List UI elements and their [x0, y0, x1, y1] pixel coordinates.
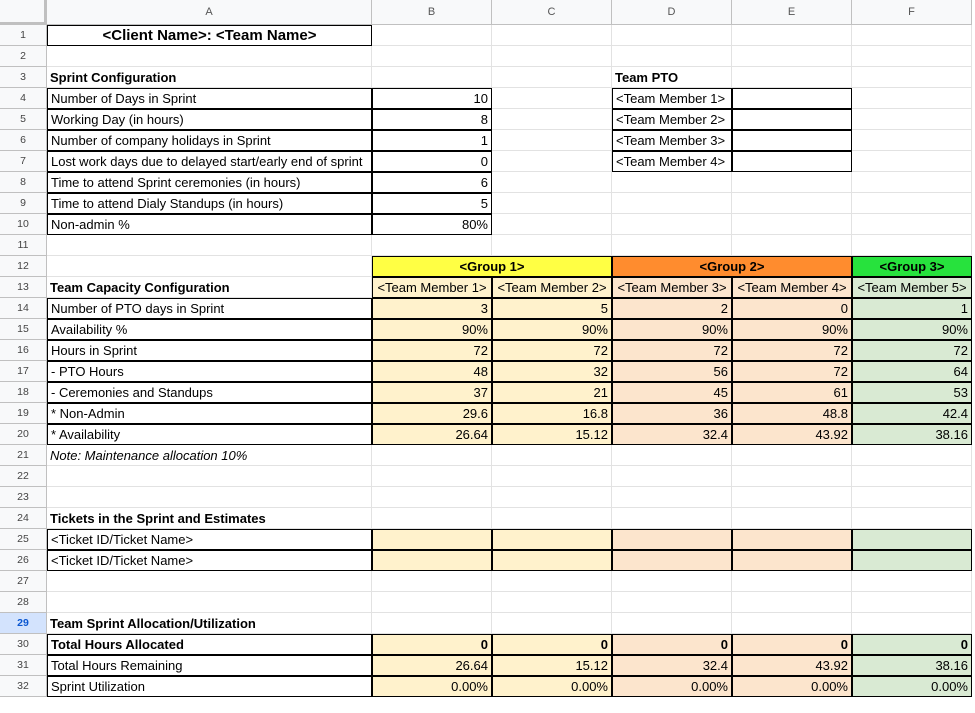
grid-cell[interactable] [612, 445, 732, 466]
row-header-17[interactable]: 17 [0, 361, 47, 382]
grid-cell[interactable] [47, 466, 372, 487]
team-pto-heading[interactable]: Team PTO [612, 67, 732, 88]
capacity-value[interactable]: 90% [852, 319, 972, 340]
allocation-row-label[interactable]: Total Hours Allocated [47, 634, 372, 655]
capacity-value[interactable]: 90% [372, 319, 492, 340]
grid-cell[interactable] [372, 67, 492, 88]
capacity-value[interactable]: 32.4 [612, 424, 732, 445]
row-header-26[interactable]: 26 [0, 550, 47, 571]
capacity-row-label[interactable]: Hours in Sprint [47, 340, 372, 361]
ticket-estimate[interactable] [852, 529, 972, 550]
ticket-estimate[interactable] [612, 550, 732, 571]
tickets-heading[interactable]: Tickets in the Sprint and Estimates [47, 508, 372, 529]
sprint-config-label[interactable]: Number of company holidays in Sprint [47, 130, 372, 151]
capacity-row-label[interactable]: - PTO Hours [47, 361, 372, 382]
grid-cell[interactable] [852, 592, 972, 613]
row-header-32[interactable]: 32 [0, 676, 47, 697]
team-pto-value[interactable] [732, 88, 852, 109]
row-header-27[interactable]: 27 [0, 571, 47, 592]
capacity-heading[interactable]: Team Capacity Configuration [47, 277, 372, 298]
team-pto-value[interactable] [732, 130, 852, 151]
row-header-19[interactable]: 19 [0, 403, 47, 424]
row-header-24[interactable]: 24 [0, 508, 47, 529]
row-header-16[interactable]: 16 [0, 340, 47, 361]
grid-cell[interactable] [372, 487, 492, 508]
row-header-20[interactable]: 20 [0, 424, 47, 445]
capacity-value[interactable]: 37 [372, 382, 492, 403]
row-header-11[interactable]: 11 [0, 235, 47, 256]
row-header-14[interactable]: 14 [0, 298, 47, 319]
capacity-member-header[interactable]: <Team Member 5> [852, 277, 972, 298]
column-header-b[interactable]: B [372, 0, 492, 25]
capacity-value[interactable]: 1 [852, 298, 972, 319]
grid-cell[interactable] [372, 571, 492, 592]
sprint-config-value[interactable]: 80% [372, 214, 492, 235]
capacity-value[interactable]: 90% [492, 319, 612, 340]
team-pto-member[interactable]: <Team Member 1> [612, 88, 732, 109]
grid-cell[interactable] [612, 613, 732, 634]
grid-cell[interactable] [732, 193, 852, 214]
grid-cell[interactable] [852, 25, 972, 46]
capacity-value[interactable]: 48.8 [732, 403, 852, 424]
grid-cell[interactable] [852, 487, 972, 508]
grid-cell[interactable] [47, 256, 372, 277]
grid-cell[interactable] [852, 193, 972, 214]
allocation-value[interactable]: 0.00% [732, 676, 852, 697]
row-header-1[interactable]: 1 [0, 25, 47, 46]
grid-cell[interactable] [492, 25, 612, 46]
sprint-config-heading[interactable]: Sprint Configuration [47, 67, 372, 88]
grid-cell[interactable] [852, 235, 972, 256]
capacity-value[interactable]: 21 [492, 382, 612, 403]
grid-cell[interactable] [732, 172, 852, 193]
sprint-config-label[interactable]: Time to attend Sprint ceremonies (in hours) [47, 172, 372, 193]
capacity-value[interactable]: 64 [852, 361, 972, 382]
capacity-value[interactable]: 72 [852, 340, 972, 361]
grid-cell[interactable] [492, 46, 612, 67]
grid-cell[interactable] [612, 592, 732, 613]
ticket-estimate[interactable] [732, 529, 852, 550]
allocation-value[interactable]: 0.00% [612, 676, 732, 697]
ticket-estimate[interactable] [612, 529, 732, 550]
grid-cell[interactable] [492, 487, 612, 508]
grid-cell[interactable] [372, 445, 492, 466]
grid-cell[interactable] [852, 508, 972, 529]
grid-cell[interactable] [47, 571, 372, 592]
allocation-value[interactable]: 0.00% [372, 676, 492, 697]
grid-cell[interactable] [492, 508, 612, 529]
row-header-31[interactable]: 31 [0, 655, 47, 676]
grid-cell[interactable] [492, 151, 612, 172]
row-header-12[interactable]: 12 [0, 256, 47, 277]
grid-cell[interactable] [47, 487, 372, 508]
capacity-member-header[interactable]: <Team Member 1> [372, 277, 492, 298]
allocation-heading[interactable]: Team Sprint Allocation/Utilization [47, 613, 372, 634]
grid-cell[interactable] [732, 571, 852, 592]
grid-cell[interactable] [612, 466, 732, 487]
grid-cell[interactable] [732, 214, 852, 235]
allocation-value[interactable]: 0 [492, 634, 612, 655]
grid-cell[interactable] [852, 445, 972, 466]
row-header-29[interactable]: 29 [0, 613, 47, 634]
grid-cell[interactable] [732, 46, 852, 67]
sprint-config-label[interactable]: Number of Days in Sprint [47, 88, 372, 109]
allocation-value[interactable]: 0 [612, 634, 732, 655]
grid-cell[interactable] [732, 613, 852, 634]
grid-cell[interactable] [492, 109, 612, 130]
allocation-value[interactable]: 32.4 [612, 655, 732, 676]
row-header-10[interactable]: 10 [0, 214, 47, 235]
grid-cell[interactable] [732, 445, 852, 466]
capacity-value[interactable]: 43.92 [732, 424, 852, 445]
capacity-value[interactable]: 72 [492, 340, 612, 361]
capacity-value[interactable]: 90% [612, 319, 732, 340]
row-header-4[interactable]: 4 [0, 88, 47, 109]
group-1-header[interactable]: <Group 1> [372, 256, 612, 277]
capacity-value[interactable]: 56 [612, 361, 732, 382]
capacity-value[interactable]: 15.12 [492, 424, 612, 445]
row-header-23[interactable]: 23 [0, 487, 47, 508]
sprint-config-value[interactable]: 10 [372, 88, 492, 109]
grid-cell[interactable] [612, 571, 732, 592]
grid-cell[interactable] [47, 235, 372, 256]
row-header-7[interactable]: 7 [0, 151, 47, 172]
capacity-value[interactable]: 72 [732, 340, 852, 361]
column-header-d[interactable]: D [612, 0, 732, 25]
grid-cell[interactable] [492, 592, 612, 613]
sprint-config-value[interactable]: 0 [372, 151, 492, 172]
allocation-row-label[interactable]: Sprint Utilization [47, 676, 372, 697]
capacity-row-label[interactable]: * Non-Admin [47, 403, 372, 424]
row-header-30[interactable]: 30 [0, 634, 47, 655]
ticket-estimate[interactable] [852, 550, 972, 571]
capacity-value[interactable]: 53 [852, 382, 972, 403]
grid-cell[interactable] [612, 214, 732, 235]
grid-cell[interactable] [612, 508, 732, 529]
grid-cell[interactable] [612, 487, 732, 508]
grid-cell[interactable] [852, 46, 972, 67]
capacity-value[interactable]: 38.16 [852, 424, 972, 445]
grid-cell[interactable] [612, 25, 732, 46]
grid-cell[interactable] [492, 235, 612, 256]
column-header-c[interactable]: C [492, 0, 612, 25]
capacity-value[interactable]: 3 [372, 298, 492, 319]
capacity-row-label[interactable]: - Ceremonies and Standups [47, 382, 372, 403]
grid-cell[interactable] [732, 235, 852, 256]
grid-cell[interactable] [852, 151, 972, 172]
grid-cell[interactable] [492, 571, 612, 592]
capacity-value[interactable]: 5 [492, 298, 612, 319]
grid-cell[interactable] [47, 46, 372, 67]
grid-cell[interactable] [492, 172, 612, 193]
grid-cell[interactable] [492, 613, 612, 634]
grid-cell[interactable] [372, 613, 492, 634]
allocation-value[interactable]: 0.00% [492, 676, 612, 697]
ticket-name[interactable]: <Ticket ID/Ticket Name> [47, 550, 372, 571]
grid-cell[interactable] [612, 193, 732, 214]
group-3-header[interactable]: <Group 3> [852, 256, 972, 277]
ticket-name[interactable]: <Ticket ID/Ticket Name> [47, 529, 372, 550]
grid-cell[interactable] [852, 571, 972, 592]
team-pto-member[interactable]: <Team Member 3> [612, 130, 732, 151]
grid-cell[interactable] [732, 466, 852, 487]
grid-cell[interactable] [612, 46, 732, 67]
grid-cell[interactable] [732, 508, 852, 529]
grid-cell[interactable] [492, 88, 612, 109]
capacity-value[interactable]: 2 [612, 298, 732, 319]
team-pto-value[interactable] [732, 151, 852, 172]
capacity-value[interactable]: 48 [372, 361, 492, 382]
grid-cell[interactable] [492, 466, 612, 487]
sprint-config-label[interactable]: Lost work days due to delayed start/early end of sprint [47, 151, 372, 172]
allocation-value[interactable]: 43.92 [732, 655, 852, 676]
team-pto-member[interactable]: <Team Member 2> [612, 109, 732, 130]
grid-cell[interactable] [492, 193, 612, 214]
grid-cell[interactable] [612, 172, 732, 193]
capacity-value[interactable]: 61 [732, 382, 852, 403]
ticket-estimate[interactable] [492, 550, 612, 571]
capacity-value[interactable]: 32 [492, 361, 612, 382]
capacity-value[interactable]: 72 [372, 340, 492, 361]
select-all-corner[interactable] [0, 0, 47, 25]
row-header-28[interactable]: 28 [0, 592, 47, 613]
grid-cell[interactable] [492, 445, 612, 466]
grid-cell[interactable] [852, 214, 972, 235]
column-header-f[interactable]: F [852, 0, 972, 25]
grid-cell[interactable] [372, 235, 492, 256]
allocation-value[interactable]: 0 [732, 634, 852, 655]
grid-cell[interactable] [732, 67, 852, 88]
row-header-5[interactable]: 5 [0, 109, 47, 130]
capacity-value[interactable]: 90% [732, 319, 852, 340]
capacity-row-label[interactable]: Availability % [47, 319, 372, 340]
grid-cell[interactable] [492, 214, 612, 235]
grid-cell[interactable] [852, 67, 972, 88]
sprint-config-label[interactable]: Non-admin % [47, 214, 372, 235]
ticket-estimate[interactable] [372, 529, 492, 550]
grid-cell[interactable] [852, 172, 972, 193]
capacity-member-header[interactable]: <Team Member 3> [612, 277, 732, 298]
capacity-member-header[interactable]: <Team Member 4> [732, 277, 852, 298]
row-header-15[interactable]: 15 [0, 319, 47, 340]
capacity-value[interactable]: 26.64 [372, 424, 492, 445]
row-header-6[interactable]: 6 [0, 130, 47, 151]
capacity-value[interactable]: 36 [612, 403, 732, 424]
column-header-a[interactable]: A [47, 0, 372, 25]
sprint-config-value[interactable]: 6 [372, 172, 492, 193]
grid-cell[interactable] [372, 592, 492, 613]
row-header-2[interactable]: 2 [0, 46, 47, 67]
grid-cell[interactable] [852, 88, 972, 109]
row-header-3[interactable]: 3 [0, 67, 47, 88]
grid-cell[interactable] [852, 109, 972, 130]
capacity-value[interactable]: 72 [732, 361, 852, 382]
grid-cell[interactable] [492, 130, 612, 151]
ticket-estimate[interactable] [372, 550, 492, 571]
grid-cell[interactable] [47, 592, 372, 613]
grid-cell[interactable] [852, 466, 972, 487]
sprint-config-value[interactable]: 8 [372, 109, 492, 130]
allocation-row-label[interactable]: Total Hours Remaining [47, 655, 372, 676]
grid-cell[interactable] [372, 466, 492, 487]
capacity-value[interactable]: 29.6 [372, 403, 492, 424]
sprint-config-label[interactable]: Working Day (in hours) [47, 109, 372, 130]
row-header-22[interactable]: 22 [0, 466, 47, 487]
column-header-e[interactable]: E [732, 0, 852, 25]
page-title[interactable]: <Client Name>: <Team Name> [47, 25, 372, 46]
allocation-value[interactable]: 0.00% [852, 676, 972, 697]
sprint-config-value[interactable]: 1 [372, 130, 492, 151]
capacity-value[interactable]: 45 [612, 382, 732, 403]
row-header-25[interactable]: 25 [0, 529, 47, 550]
grid-cell[interactable] [852, 130, 972, 151]
grid-cell[interactable] [372, 25, 492, 46]
capacity-value[interactable]: 16.8 [492, 403, 612, 424]
capacity-value[interactable]: 72 [612, 340, 732, 361]
row-header-8[interactable]: 8 [0, 172, 47, 193]
capacity-member-header[interactable]: <Team Member 2> [492, 277, 612, 298]
capacity-row-label[interactable]: * Availability [47, 424, 372, 445]
maintenance-note[interactable]: Note: Maintenance allocation 10% [47, 445, 372, 466]
grid-cell[interactable] [732, 592, 852, 613]
team-pto-member[interactable]: <Team Member 4> [612, 151, 732, 172]
team-pto-value[interactable] [732, 109, 852, 130]
row-header-13[interactable]: 13 [0, 277, 47, 298]
allocation-value[interactable]: 0 [852, 634, 972, 655]
row-header-9[interactable]: 9 [0, 193, 47, 214]
ticket-estimate[interactable] [732, 550, 852, 571]
allocation-value[interactable]: 15.12 [492, 655, 612, 676]
row-header-21[interactable]: 21 [0, 445, 47, 466]
capacity-value[interactable]: 42.4 [852, 403, 972, 424]
capacity-row-label[interactable]: Number of PTO days in Sprint [47, 298, 372, 319]
ticket-estimate[interactable] [492, 529, 612, 550]
grid-cell[interactable] [612, 235, 732, 256]
group-2-header[interactable]: <Group 2> [612, 256, 852, 277]
capacity-value[interactable]: 0 [732, 298, 852, 319]
sprint-config-label[interactable]: Time to attend Dialy Standups (in hours) [47, 193, 372, 214]
allocation-value[interactable]: 26.64 [372, 655, 492, 676]
grid-cell[interactable] [492, 67, 612, 88]
allocation-value[interactable]: 38.16 [852, 655, 972, 676]
grid-cell[interactable] [372, 46, 492, 67]
grid-cell[interactable] [732, 487, 852, 508]
grid-cell[interactable] [732, 25, 852, 46]
sprint-config-value[interactable]: 5 [372, 193, 492, 214]
grid-cell[interactable] [372, 508, 492, 529]
grid-cell[interactable] [852, 613, 972, 634]
allocation-value[interactable]: 0 [372, 634, 492, 655]
row-header-18[interactable]: 18 [0, 382, 47, 403]
